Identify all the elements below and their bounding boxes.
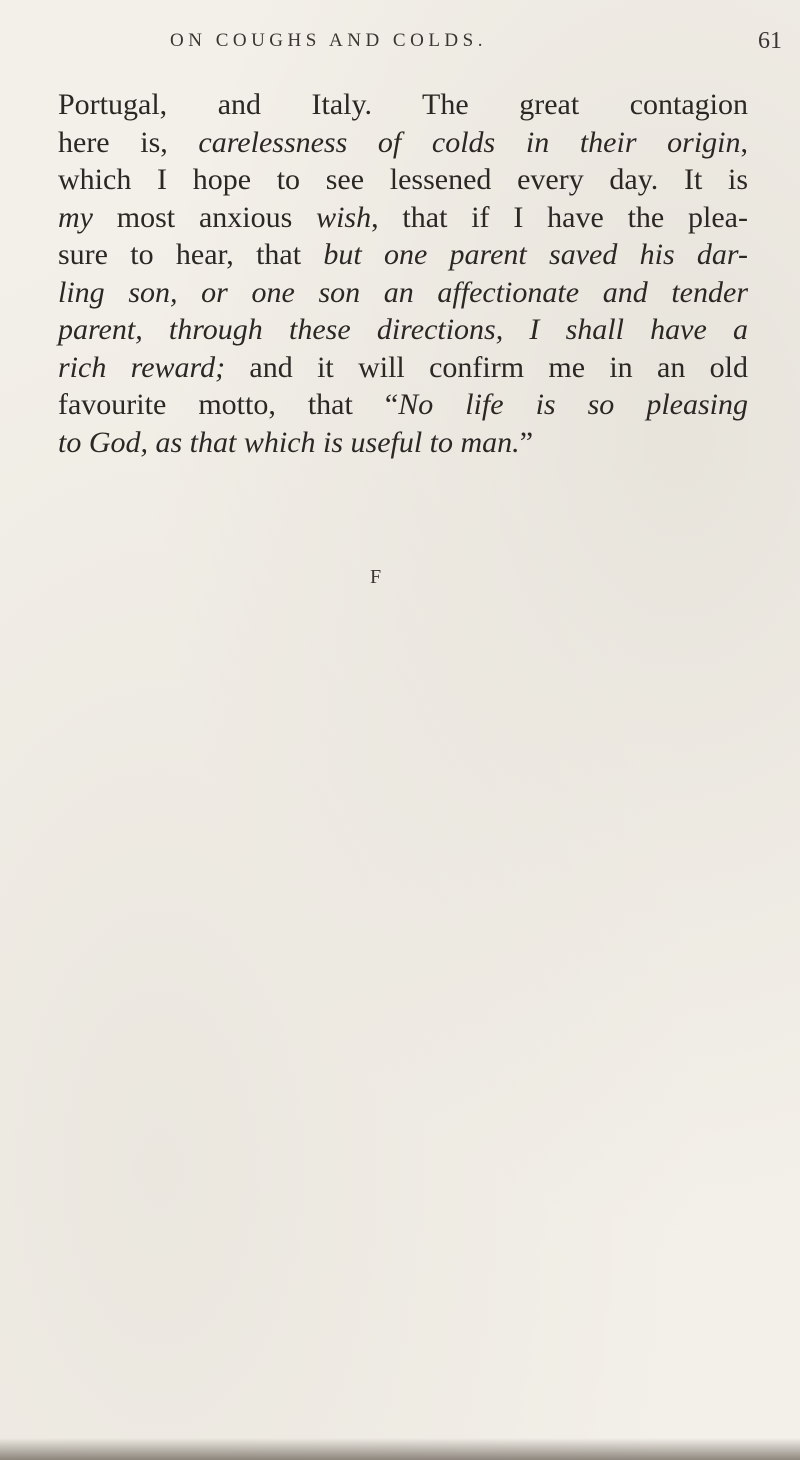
text-line: favourite motto, that “No life is so pleasing [58, 388, 748, 421]
signature-mark: F [370, 566, 382, 588]
text-line: here is, carelessness of colds in their origin, [58, 125, 748, 159]
text-line: ling son, or one son an affectionate and tender [58, 275, 748, 309]
text-line: which I hope to see lessened every day. It is [58, 163, 748, 196]
page-bottom-edge [0, 1438, 800, 1460]
page-number: 61 [758, 28, 782, 54]
text-line: Portugal, and Italy. The great contagion [58, 88, 748, 121]
body-text [58, 86, 748, 461]
text-line: rich reward; and it will confirm me in an old [58, 350, 748, 384]
running-title: ON COUGHS AND COLDS. [170, 30, 487, 51]
text-line: my most anxious wish, that if I have the plea- [58, 200, 748, 234]
text-line: parent, through these directions, I shall have a [58, 313, 748, 346]
text-line: sure to hear, that but one parent saved his dar- [58, 238, 748, 271]
text-line: to God, as that which is useful to man.” [58, 425, 534, 459]
